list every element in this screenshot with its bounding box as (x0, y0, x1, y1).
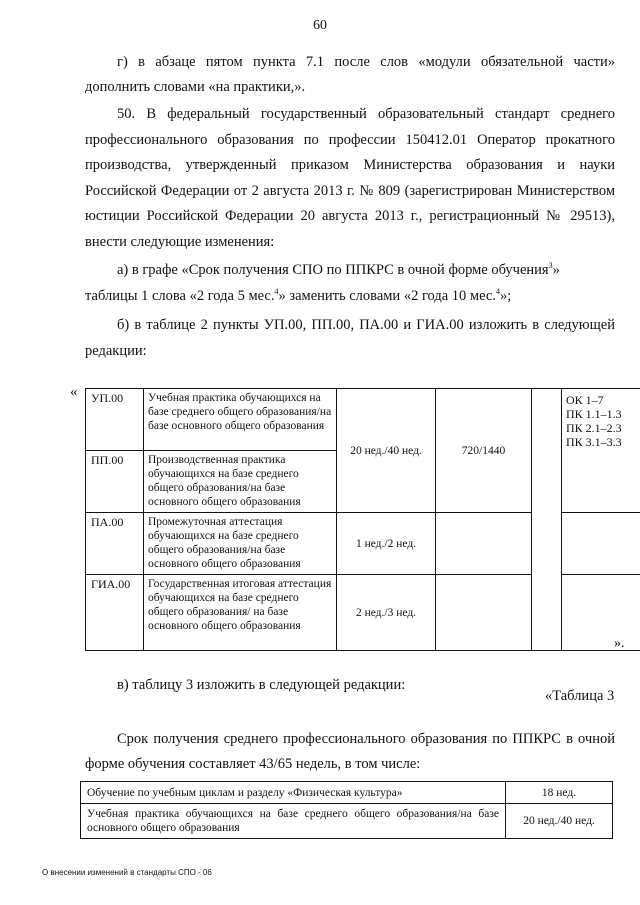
code-cell: ПП.00 (86, 451, 144, 513)
duration-line2: форме обучения составляет 43/65 недель, в том числе: (85, 756, 421, 772)
footnote-ref: 3 (548, 261, 553, 271)
description-cell: Государственная итоговая аттестация обучающихся на базе среднего общего образования/ на базе основного общего образования (144, 575, 337, 651)
item-b-line1: б) в таблице 2 пункты УП.00, ПП.00, ПА.00 и ГИА.00 изложить в следующей (117, 317, 615, 333)
code-cell: УП.00 (86, 389, 144, 451)
hours-cell: 720/1440 (436, 389, 532, 513)
competency: ОК 1–7 (566, 393, 604, 407)
p50-line3: производства, утвержденный приказом Министерства образования и науки (85, 157, 615, 173)
code-cell: ГИА.00 (86, 575, 144, 651)
weeks-cell: 1 нед./2 нед. (337, 513, 436, 575)
item-a-line2-part2: » заменить словами «2 года 10 мес. (278, 288, 496, 304)
competency: ПК 2.1–2.3 (566, 421, 622, 435)
table-3 (80, 781, 613, 839)
empty-cell (562, 575, 640, 651)
label-cell: Учебная практика обучающихся на базе среднего общего образования/на базе основного общего образования (81, 804, 506, 839)
empty-cell (436, 513, 532, 575)
item-v-line: в) таблицу 3 изложить в следующей редакции: (117, 677, 406, 693)
table-row (81, 804, 613, 839)
p50-line1: 50. В федеральный государственный образовательный стандарт среднего (117, 106, 615, 122)
empty-cell (532, 389, 562, 651)
page-number: 60 (313, 18, 327, 33)
label-cell: Обучение по учебным циклам и разделу «Физическая культура» (81, 782, 506, 804)
footnote-ref: 4 (274, 287, 279, 297)
item-a-line1-text: а) в графе «Срок получения СПО по ППКРС в очной форме обучения (117, 262, 549, 278)
competency: ПК 3.1–3.3 (566, 435, 622, 449)
empty-cell (436, 575, 532, 651)
table-row (86, 389, 640, 451)
value-cell: 18 нед. (506, 782, 613, 804)
p50-line4: Российской Федерации от 2 августа 2013 г. № 809 (зарегистрирован Министерством (85, 182, 615, 199)
p50-line6: внести следующие изменения: (85, 233, 275, 250)
value-cell: 20 нед./40 нед. (506, 804, 613, 839)
description-cell: Промежуточная аттестация обучающихся на базе среднего общего образования/на базе основного общего образования (144, 513, 337, 575)
competencies-cell (562, 389, 640, 513)
duration-line1: Срок получения среднего профессионального образования по ППКРС в очной (117, 731, 615, 747)
item-a-line2-part1: таблицы 1 слова «2 года 5 мес. (85, 288, 275, 304)
table-2 (85, 388, 640, 651)
item-a-line2 (85, 284, 615, 310)
table-row (81, 782, 613, 804)
quote-close: ». (614, 636, 625, 651)
footnote-ref: 4 (495, 287, 500, 297)
item-a-line1-end: » (552, 262, 560, 278)
footer-note: О внесении изменений в стандарты СПО - 06 (42, 868, 212, 877)
item-b-line2: редакции: (85, 343, 147, 359)
item-a-line1 (117, 258, 615, 284)
competency: ПК 1.1–1.3 (566, 407, 622, 421)
item-g-line2: дополнить словами «на практики,». (85, 79, 306, 95)
empty-cell (562, 513, 640, 575)
item-g-line1: г) в абзаце пятом пункта 7.1 после слов «модули обязательной части» (117, 54, 615, 70)
table-3-label: «Таблица 3 (545, 688, 615, 704)
description-cell: Учебная практика обучающихся на базе среднего общего образования/на базе основного общего образования (144, 389, 337, 451)
item-a-line2-part3: »; (499, 288, 512, 304)
p50-line2: профессионального образования по профессии 150412.01 Оператор прокатного (85, 131, 615, 148)
quote-open: « (70, 384, 78, 400)
weeks-cell: 20 нед./40 нед. (337, 389, 436, 513)
code-cell: ПА.00 (86, 513, 144, 575)
weeks-cell: 2 нед./3 нед. (337, 575, 436, 651)
description-cell: Производственная практика обучающихся на базе среднего общего образования/на базе основного общего образования (144, 451, 337, 513)
p50-line5: юстиции Российской Федерации 20 августа 2013 г., регистрационный № 29513), (85, 208, 615, 224)
